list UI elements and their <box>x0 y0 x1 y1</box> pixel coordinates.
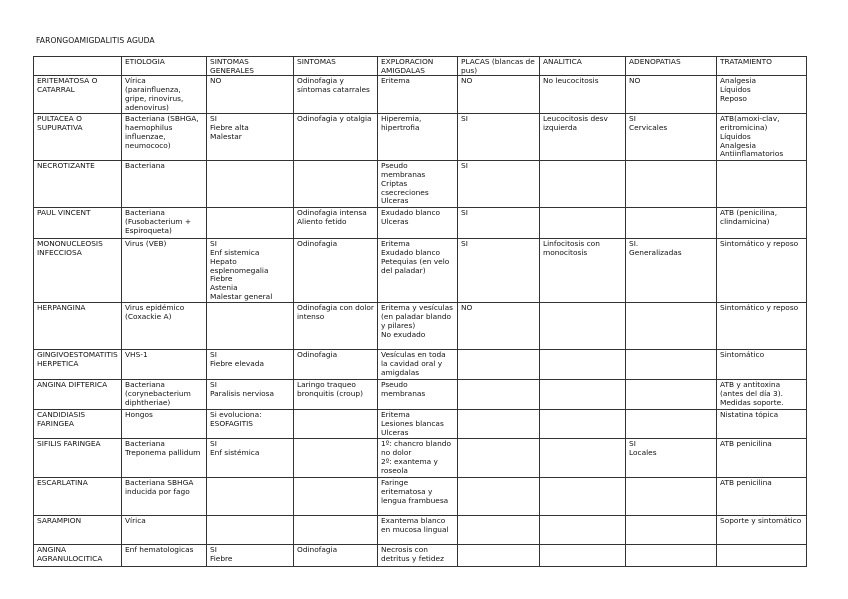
table-cell <box>122 350 207 380</box>
cell-text: Odinofagia con dolor intenso <box>297 303 374 322</box>
table-cell <box>378 439 458 478</box>
cell-text: ATB penicilina <box>720 478 772 488</box>
table-cell <box>717 239 807 303</box>
table-cell <box>717 208 807 239</box>
table-cell <box>122 439 207 478</box>
cell-text: SI Fiebre elevada <box>210 350 265 369</box>
table-cell <box>717 478 807 516</box>
cell-text: Virus (VEB) <box>125 239 167 249</box>
cell-text: ATB penicilina <box>720 439 772 449</box>
table-cell <box>540 303 626 350</box>
cell-text: Vírica (parainfluenza, gripe, rinovirus, adenovirus) <box>125 76 184 112</box>
table-cell <box>458 350 540 380</box>
cell-text: NO <box>461 76 473 86</box>
cell-text: MONONUCLEOSIS INFECCIOSA <box>37 239 103 258</box>
row-heading-cell <box>34 410 122 439</box>
cell-text: Bacteriana (SBHGA, haemophilus influenzae, neumococo) <box>125 114 199 150</box>
table-cell <box>378 516 458 545</box>
cell-text: Hongos <box>125 410 153 420</box>
row-heading-cell <box>34 76 122 114</box>
table-cell <box>378 545 458 567</box>
row-heading-cell <box>34 516 122 545</box>
table-cell <box>378 161 458 208</box>
table-row <box>34 380 807 410</box>
header-cell: EXPLORACION AMIGDALAS <box>378 57 458 76</box>
table-cell <box>717 350 807 380</box>
table-row <box>34 478 807 516</box>
table-cell <box>294 208 378 239</box>
row-heading-cell <box>34 161 122 208</box>
table-cell <box>378 239 458 303</box>
table-cell <box>378 76 458 114</box>
cell-text: SI Enf sistemica Hepato esplenomegalia Fiebre Astenia Malestar general <box>210 239 273 301</box>
table-row <box>34 410 807 439</box>
cell-text: SI <box>461 161 468 171</box>
cell-text: Linfocitosis con monocitosis <box>543 239 600 258</box>
row-heading-cell <box>34 208 122 239</box>
cell-text: NECROTIZANTE <box>37 161 95 171</box>
table-cell <box>458 303 540 350</box>
table-cell <box>207 516 294 545</box>
table-cell <box>540 239 626 303</box>
table-cell <box>294 76 378 114</box>
cell-text: Faringe eritematosa y lengua frambuesa <box>381 478 449 505</box>
table-cell <box>378 380 458 410</box>
cell-text: NO <box>210 76 222 86</box>
table-cell <box>717 161 807 208</box>
cell-text: Odinofagia y otalgia <box>297 114 372 124</box>
cell-text: PULTACEA O SUPURATIVA <box>37 114 83 133</box>
table-cell <box>717 545 807 567</box>
table-cell <box>626 380 717 410</box>
table-cell <box>207 114 294 161</box>
cell-text: SI <box>461 239 468 249</box>
table-cell <box>207 208 294 239</box>
table-cell <box>458 76 540 114</box>
table-row <box>34 303 807 350</box>
cell-text: ATB (penicilina, clindamicina) <box>720 208 778 227</box>
table-cell <box>294 303 378 350</box>
table-cell <box>540 76 626 114</box>
table-cell <box>294 114 378 161</box>
cell-text: Eritema <box>381 76 410 86</box>
cell-text: ERITEMATOSA O CATARRAL <box>37 76 98 95</box>
header-cell <box>34 57 122 76</box>
table-cell <box>717 114 807 161</box>
table-cell <box>294 239 378 303</box>
cell-text: Eritema y vesículas (en paladar blando y pilares) No exudado <box>381 303 454 339</box>
cell-text: VHS-1 <box>125 350 148 360</box>
table-cell <box>207 410 294 439</box>
table-cell <box>378 114 458 161</box>
cell-text: No leucocitosis <box>543 76 599 86</box>
table-cell <box>626 516 717 545</box>
table-header-row <box>34 57 807 76</box>
table-cell <box>458 439 540 478</box>
row-heading-cell <box>34 439 122 478</box>
table-row <box>34 76 807 114</box>
table-cell <box>458 114 540 161</box>
cell-text: Bacteriana <box>125 161 165 171</box>
cell-text: NO <box>629 76 641 86</box>
table-cell <box>378 208 458 239</box>
cell-text: SI Cervicales <box>629 114 668 133</box>
cell-text: Odinofagia intensa Aliento fetido <box>297 208 367 227</box>
table-cell <box>294 545 378 567</box>
table-cell <box>122 161 207 208</box>
cell-text: SI Fiebre <box>210 545 233 564</box>
table-cell <box>626 239 717 303</box>
cell-text: Odinofagia <box>297 239 338 249</box>
cell-text: Enf hematologicas <box>125 545 194 555</box>
table-cell <box>458 516 540 545</box>
header-cell: PLACAS (blancas de pus) <box>458 57 540 76</box>
table-cell <box>540 350 626 380</box>
cell-text: SARAMPION <box>37 516 82 526</box>
table-cell <box>458 239 540 303</box>
cell-text: ANGINA DIFTERICA <box>37 380 108 390</box>
table-cell <box>540 380 626 410</box>
header-cell: ETIOLOGIA <box>122 57 207 76</box>
table-cell <box>207 439 294 478</box>
table-cell <box>378 350 458 380</box>
cell-text: ATB(amoxi-clav, eritromicina) Líquidos Analgesia Antiinflamatorios <box>720 114 784 159</box>
cell-text: Bacteriana Treponema pallidum <box>125 439 201 458</box>
table-cell <box>717 303 807 350</box>
table-cell <box>540 208 626 239</box>
cell-text: Eritema Exudado blanco Petequias (en velo del paladar) <box>381 239 450 275</box>
cell-text: ESCARLATINA <box>37 478 88 488</box>
cell-text: ATB y antitoxina (antes del día 3). Medidas soporte. <box>720 380 784 407</box>
table-cell <box>122 303 207 350</box>
cell-text: SI Locales <box>629 439 657 458</box>
cell-text: Odinofagia <box>297 350 338 360</box>
cell-text: CANDIDIASIS FARINGEA <box>37 410 86 429</box>
table-cell <box>717 439 807 478</box>
row-heading-cell <box>34 114 122 161</box>
cell-text: 1º: chancro blando no dolor 2º: exantema y roseola <box>381 439 451 475</box>
table-cell <box>294 410 378 439</box>
cell-text: SI <box>461 114 468 124</box>
table-cell <box>207 239 294 303</box>
table-row <box>34 161 807 208</box>
cell-text: SI Enf sistémica <box>210 439 260 458</box>
cell-text: Bacteriana SBHGA inducida por fago <box>125 478 194 497</box>
cell-text: SI Paralisis nerviosa <box>210 380 275 399</box>
cell-text: Exudado blanco Ulceras <box>381 208 441 227</box>
table-cell <box>207 478 294 516</box>
cell-text: Sintomático y reposo <box>720 239 799 249</box>
table-cell <box>717 380 807 410</box>
table-cell <box>626 303 717 350</box>
table-cell <box>294 350 378 380</box>
table-cell <box>540 516 626 545</box>
cell-text: Hiperemia, hipertrofia <box>381 114 422 133</box>
table-cell <box>122 516 207 545</box>
cell-text: Exantema blanco en mucosa lingual <box>381 516 449 535</box>
cell-text: PAUL VINCENT <box>37 208 91 218</box>
cell-text: SIFILIS FARINGEA <box>37 439 101 449</box>
table-cell <box>626 545 717 567</box>
header-cell: ADENOPATIAS <box>626 57 717 76</box>
cell-text: Nistatina tópica <box>720 410 779 420</box>
cell-text: Soporte y sintomático <box>720 516 802 526</box>
table-cell <box>717 410 807 439</box>
table-cell <box>626 350 717 380</box>
cell-text: Pseudo membranas Criptas csecreciones Ulceras <box>381 161 429 206</box>
header-cell: TRATAMIENTO <box>717 57 807 76</box>
cell-text: Sintomático <box>720 350 765 360</box>
table-row <box>34 545 807 567</box>
table-row <box>34 239 807 303</box>
table-cell <box>122 76 207 114</box>
table-cell <box>207 303 294 350</box>
row-heading-cell <box>34 380 122 410</box>
table-cell <box>717 516 807 545</box>
table-cell <box>294 478 378 516</box>
row-heading-cell <box>34 239 122 303</box>
table-cell <box>378 410 458 439</box>
cell-text: Pseudo membranas <box>381 380 426 399</box>
table-cell <box>626 478 717 516</box>
table-cell <box>122 380 207 410</box>
cell-text: Analgesia Líquidos Reposo <box>720 76 756 103</box>
table-cell <box>122 114 207 161</box>
table-cell <box>626 76 717 114</box>
cell-text: Bacteriana (corynebacterium diphtheriae) <box>125 380 191 407</box>
table-cell <box>626 161 717 208</box>
table-cell <box>294 439 378 478</box>
cell-text: Vírica <box>125 516 146 526</box>
cell-text: GINGIVOESTOMATITIS HERPETICA <box>37 350 118 369</box>
table-cell <box>458 161 540 208</box>
table-cell <box>207 545 294 567</box>
table-row <box>34 114 807 161</box>
table-cell <box>207 350 294 380</box>
table-cell <box>294 161 378 208</box>
table-cell <box>540 545 626 567</box>
table-cell <box>294 516 378 545</box>
cell-text: SI. Generalizadas <box>629 239 682 258</box>
cell-text: Laringo traqueo bronquitis (croup) <box>297 380 363 399</box>
cell-text: Vesículas en toda la cavidad oral y amigdalas <box>381 350 446 377</box>
table-cell <box>122 410 207 439</box>
row-heading-cell <box>34 303 122 350</box>
table-cell <box>540 439 626 478</box>
cell-text: Leucocitosis desv izquierda <box>543 114 608 133</box>
header-cell: ANALITICA <box>540 57 626 76</box>
table-cell <box>540 114 626 161</box>
cell-text: Necrosis con detritus y fetidez <box>381 545 444 564</box>
table-cell <box>458 410 540 439</box>
table-cell <box>626 208 717 239</box>
table-cell <box>122 208 207 239</box>
table-cell <box>378 478 458 516</box>
table-cell <box>207 380 294 410</box>
cell-text: Virus epidémico (Coxackie A) <box>125 303 185 322</box>
pharyngitis-table <box>33 56 807 567</box>
table-cell <box>626 114 717 161</box>
cell-text: HERPANGINA <box>37 303 86 313</box>
table-cell <box>458 545 540 567</box>
header-cell: SINTOMAS GENERALES <box>207 57 294 76</box>
cell-text: NO <box>461 303 473 313</box>
table-cell <box>458 478 540 516</box>
table-cell <box>540 478 626 516</box>
table-cell <box>540 410 626 439</box>
table-cell <box>458 380 540 410</box>
table-row <box>34 208 807 239</box>
cell-text: SI Fiebre alta Malestar <box>210 114 249 141</box>
row-heading-cell <box>34 350 122 380</box>
cell-text: Sintomático y reposo <box>720 303 799 313</box>
table-cell <box>717 76 807 114</box>
document-title: FARONGOAMIGDALITIS AGUDA <box>36 36 155 45</box>
cell-text: Bacteriana (Fusobacterium + Espiroqueta) <box>125 208 192 235</box>
table-cell <box>207 161 294 208</box>
table-body <box>34 76 807 567</box>
table-cell <box>626 439 717 478</box>
cell-text: Si evoluciona: ESOFAGITIS <box>210 410 262 429</box>
table-cell <box>294 380 378 410</box>
table-cell <box>207 76 294 114</box>
row-heading-cell <box>34 478 122 516</box>
cell-text: Odinofagia <box>297 545 338 555</box>
cell-text: ANGINA AGRANULOCITICA <box>37 545 103 564</box>
table-cell <box>378 303 458 350</box>
table-cell <box>122 545 207 567</box>
cell-text: SI <box>461 208 468 218</box>
table-cell <box>458 208 540 239</box>
table-cell <box>540 161 626 208</box>
table-cell <box>122 239 207 303</box>
table-row <box>34 516 807 545</box>
table-cell <box>626 410 717 439</box>
cell-text: Odinofagia y síntomas catarrales <box>297 76 370 95</box>
cell-text: Eritema Lesiones blancas Ulceras <box>381 410 444 437</box>
table-cell <box>122 478 207 516</box>
header-cell: SINTOMAS <box>294 57 378 76</box>
table-row <box>34 439 807 478</box>
table-row <box>34 350 807 380</box>
row-heading-cell <box>34 545 122 567</box>
